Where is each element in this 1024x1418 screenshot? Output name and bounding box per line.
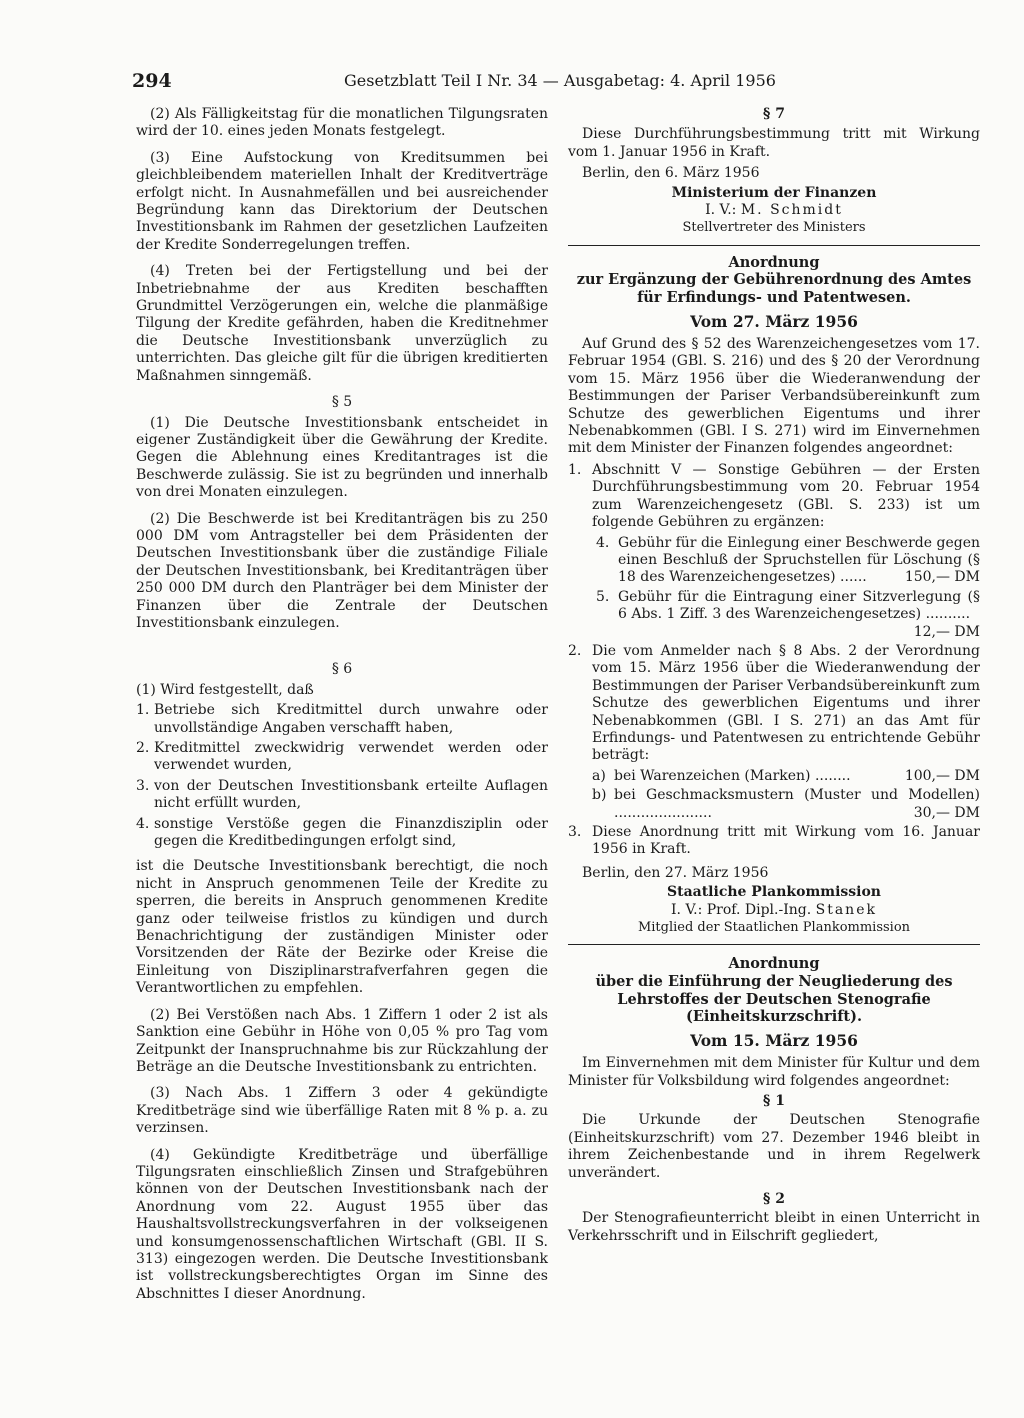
list-item: 4. sonstige Verstöße gegen die Finanzdisziplin oder gegen die Kreditbedingungen erfolgt sind, bbox=[136, 815, 548, 850]
list-item: 3. von der Deutschen Investitionsbank erteilte Auflagen nicht erfüllt wurden, bbox=[136, 777, 548, 812]
paragraph-6-1-intro: (1) Wird festgestellt, daß bbox=[136, 681, 314, 698]
divider bbox=[568, 944, 980, 945]
fee-item-b: b) bei Geschmacksmustern (Muster und Modellen) ...................... 30,— DM bbox=[592, 787, 980, 821]
fee-amount: 100,— DM bbox=[904, 767, 980, 784]
paragraph-4-3: (3) Eine Aufstockung von Kreditsummen bei gleichbleibendem materiellen Inhalt der Kreditverträge erfolgt nicht. In Ausnahmefällen und bei ausreichender Begründung kann das Direktorium der Deutschen Investitionsbank im Rahmen der gesetzlichen Laufzeiten der Kredite Sonderregelungen treffen. bbox=[136, 149, 548, 253]
running-title: Gesetzblatt Teil I Nr. 34 — Ausgabetag: 4. April 1956 bbox=[344, 71, 776, 90]
paragraph-6-1-cont: ist die Deutsche Investitionsbank berechtigt, die noch nicht in Anspruch genommenen Teile der Kredite zu sperren, die bereits in Anspruch genommenen Kredite ganz oder teilweise fristlos zu kündigen und durch Benachrichtigung der zuständigen Minister oder Vorsitzenden der Räte der Bezirke oder Kreise die Einleitung von Disziplinarstrafverfahren gegen die Verantwortlichen zu empfehlen. bbox=[136, 858, 548, 997]
paragraph-7: Diese Durchführungsbestimmung tritt mit Wirkung vom 1. Januar 1956 in Kraft. bbox=[568, 126, 980, 160]
anordnung-3-title: Anordnung bbox=[728, 955, 820, 973]
divider bbox=[568, 245, 980, 246]
list-item: 3. Diese Anordnung tritt mit Wirkung vom 16. Januar 1956 in Kraft. bbox=[568, 824, 980, 858]
signature-1-role: Stellvertreter des Ministers bbox=[682, 220, 866, 236]
section-7-heading: § 7 bbox=[763, 106, 785, 122]
signature-2-role: Mitglied der Staatlichen Plankommission bbox=[637, 920, 911, 936]
section-6-heading: § 6 bbox=[331, 661, 353, 678]
anordnung-2-title: Anordnung bbox=[728, 253, 820, 271]
list-item: 2. Kreditmittel zweckwidrig verwendet werden oder verwendet wurden, bbox=[136, 740, 548, 774]
signature-2-name: Stanek bbox=[815, 901, 877, 918]
anordnung-2-date: Vom 27. März 1956 bbox=[690, 311, 858, 331]
signature-1-line: I. V.: M. Schmidt bbox=[705, 202, 843, 219]
signature-1-org: Ministerium der Finanzen bbox=[671, 184, 877, 201]
place-date-2: Berlin, den 27. März 1956 bbox=[582, 864, 769, 881]
fee-amount: 150,— DM bbox=[904, 569, 980, 586]
anordnung-3-section-1: § 1 bbox=[763, 1093, 785, 1110]
left-column bbox=[136, 106, 548, 1312]
list-item: 1. Abschnitt V — Sonstige Gebühren — der Ersten Durchführungsbestimmung vom 20. Februar 1954 zum Warenzeichengesetz (GBl. S. 233) ist um folgende Gebühren zu ergänzen: bbox=[568, 461, 980, 531]
fee-amount: 12,— DM bbox=[913, 623, 980, 640]
fee-item-4: 4. Gebühr für die Einlegung einer Beschwerde gegen einen Beschluß der Spruchstellen für Löschung (§ 18 des Warenzeichengesetzes) ...... 150,— DM bbox=[596, 534, 980, 586]
paragraph-4-2: (2) Als Fälligkeitstag für die monatlichen Tilgungsraten wird der 10. eines jeden Monats festgelegt. bbox=[136, 106, 548, 140]
section-6-list bbox=[136, 702, 548, 850]
signature-2-line: I. V.: Prof. Dipl.-Ing. Stanek bbox=[671, 901, 877, 918]
paragraph-5-2: (2) Die Beschwerde ist bei Kreditanträgen bis zu 250 000 DM vom Antragsteller bei dem Präsidenten der Deutschen Investitionsbank über die zuständige Filiale der Deutschen Investitionsbank, bei Kreditanträgen über 250 000 DM durch den Planträger bei dem Minister der Finanzen über die Zentrale der Deutschen Investitionsbank einzulegen. bbox=[136, 510, 548, 631]
signature-1-name: M. Schmidt bbox=[740, 202, 843, 219]
page-number: 294 bbox=[132, 70, 172, 92]
paragraph-6-4: (4) Gekündigte Kreditbeträge und überfällige Tilgungsraten einschließlich Zinsen und Strafgebühren können von der Deutschen Investitionsbank nach der Anordnung vom 22. August 1955 über das Haushaltsvollstreckungsverfahren in der volkseigenen und konsumgenossenschaftlichen Wirtschaft (GBl. II S. 313) eingezogen werden. Die Deutsche Investitionsbank ist vollstreckungsberechtigtes Organ im Sinne des Abschnittes I dieser Anordnung. bbox=[136, 1146, 548, 1302]
fee-amount: 30,— DM bbox=[913, 804, 980, 821]
section-5-heading: § 5 bbox=[331, 394, 353, 411]
anordnung-3-subtitle: über die Einführung der Neugliederung des Lehrstoffes der Deutschen Stenografie (Einheitskurzschrift). bbox=[595, 973, 953, 1026]
paragraph-6-2: (2) Bei Verstößen nach Abs. 1 Ziffern 1 oder 2 ist als Sanktion eine Gebühr in Höhe von 0,05 % pro Tag vom Zeitpunkt der Inanspruchnahme bis zur Rückzahlung der Beträge an die Deutsche Investitionsbank zu entrichten. bbox=[136, 1006, 548, 1075]
paragraph-5-1: (1) Die Deutsche Investitionsbank entscheidet in eigener Zuständigkeit über die Gewährung der Kredite. Gegen die Ablehnung eines Kreditantrages ist die Beschwerde zulässig. Sie ist zu begründen und innerhalb von drei Monaten einzulegen. bbox=[136, 414, 548, 501]
right-column bbox=[568, 106, 980, 1254]
anordnung-2-subtitle: zur Ergänzung der Gebührenordnung des Amtes für Erfindungs- und Patentwesen. bbox=[576, 271, 972, 307]
page-header bbox=[132, 70, 982, 100]
signature-2-org: Staatliche Plankommission bbox=[667, 884, 881, 901]
fee-item-5: 5. Gebühr für die Eintragung einer Sitzverlegung (§ 6 Abs. 1 Ziff. 3 des Warenzeichengesetzes) .......... 12,— DM bbox=[596, 588, 980, 640]
anordnung-3-intro: Im Einvernehmen mit dem Minister für Kultur und dem Minister für Volksbildung wird folgendes angeordnet: bbox=[568, 1055, 980, 1089]
list-item: 1. Betriebe sich Kreditmittel durch unwahre oder unvollständige Angaben verschafft haben, bbox=[136, 702, 548, 736]
paragraph-6-3: (3) Nach Abs. 1 Ziffern 3 oder 4 gekündigte Kreditbeträge sind wie überfällige Raten mit 8 % p. a. zu verzinsen. bbox=[136, 1085, 548, 1137]
list-item: 2. Die vom Anmelder nach § 8 Abs. 2 der Verordnung vom 15. März 1956 über die Wiederanwendung der Bestimmungen der Pariser Verbandsübereinkunft zum Schutze des gewerblichen Eigentums und ihrer Nebenabkommen (GBl. I S. 271) an das Amt für Erfindungs- und Patentwesen zu entrichtende Gebühr beträgt: bbox=[568, 642, 980, 764]
anordnung-3-paragraph-1: Die Urkunde der Deutschen Stenografie (Einheitskurzschrift) vom 27. Dezember 1946 bleibt in ihrem Zeichenbestande und in ihrem Regelwerk unverändert. bbox=[568, 1112, 980, 1181]
paragraph-4-4: (4) Treten bei der Fertigstellung und bei der Inbetriebnahme der aus Krediten beschafften Grundmittel Verzögerungen ein, welche die planmäßige Tilgung der Kredite gefährden, haben die Kreditnehmer die Deutsche Investitionsbank unverzüglich zu unterrichten. Das gleiche gilt für die übrigen kreditierten Maßnahmen sinngemäß. bbox=[136, 263, 548, 384]
fee-item-a: a) bei Warenzeichen (Marken) ........ 100,— DM bbox=[592, 767, 980, 784]
anordnung-3-paragraph-2: Der Stenografieunterricht bleibt in einen Unterricht in Verkehrsschrift und in Eilschrift gegliedert, bbox=[568, 1210, 980, 1244]
place-date-1: Berlin, den 6. März 1956 bbox=[582, 165, 760, 182]
anordnung-3-date: Vom 15. März 1956 bbox=[690, 1030, 858, 1050]
anordnung-3-section-2: § 2 bbox=[763, 1191, 785, 1208]
anordnung-2-intro: Auf Grund des § 52 des Warenzeichengesetzes vom 17. Februar 1954 (GBl. S. 216) und des § 20 der Verordnung vom 15. März 1956 über die Wiederanwendung der Bestimmungen der Pariser Verbandsübereinkunft zum Schutze des gewerblichen Eigentums und ihrer Nebenabkommen (GBl. I S. 271) wird im Einvernehmen mit dem Minister der Finanzen folgendes angeordnet: bbox=[568, 336, 980, 457]
